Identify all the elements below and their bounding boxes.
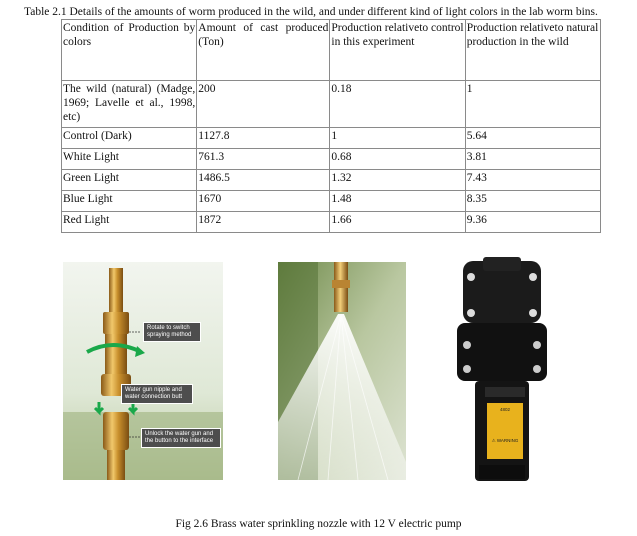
table-cell: 0.18 xyxy=(330,81,465,128)
pump-warning: ⚠ WARNING xyxy=(491,438,519,443)
table-row xyxy=(62,81,601,128)
table-cell: Green Light xyxy=(62,170,197,191)
figure-caption: Fig 2.6 Brass water sprinkling nozzle with 12 V electric pump xyxy=(175,518,462,530)
table-cell: 5.64 xyxy=(465,128,600,149)
table-row xyxy=(62,212,601,233)
table-cell: 9.36 xyxy=(465,212,600,233)
table-cell: The wild (natural) (Madge, 1969; Lavelle et al., 1998, etc) xyxy=(62,81,197,128)
table-cell: Blue Light xyxy=(62,191,197,212)
table-row xyxy=(62,149,601,170)
table-header-row xyxy=(62,20,601,81)
pump-label xyxy=(489,407,521,443)
pump-model: 4802 xyxy=(499,407,510,412)
table-cell: 1872 xyxy=(197,212,330,233)
electric-pump-photo xyxy=(455,257,549,482)
header-cell: Production relativeto natural production in the wild xyxy=(465,20,600,81)
table-cell: 1.48 xyxy=(330,191,465,212)
pump-illustration xyxy=(455,257,549,482)
table-cell: 3.81 xyxy=(465,149,600,170)
table-cell: 7.43 xyxy=(465,170,600,191)
table-cell: 1 xyxy=(465,81,600,128)
table-cell: 1670 xyxy=(197,191,330,212)
table-cell: 1.66 xyxy=(330,212,465,233)
table-row xyxy=(62,191,601,212)
table-cell: Red Light xyxy=(62,212,197,233)
table-cell: 1127.8 xyxy=(197,128,330,149)
spray-illustration xyxy=(278,262,406,480)
nozzle-instructions-photo xyxy=(63,262,223,480)
table-cell: 0.68 xyxy=(330,149,465,170)
header-cell: Condition of Production by colors xyxy=(62,20,197,81)
table-row xyxy=(62,128,601,149)
table-row xyxy=(62,170,601,191)
table-cell: Control (Dark) xyxy=(62,128,197,149)
header-cell: Amount of cast produced (Ton) xyxy=(197,20,330,81)
table-cell: 1.32 xyxy=(330,170,465,191)
table-cell: 8.35 xyxy=(465,191,600,212)
table-cell: 761.3 xyxy=(197,149,330,170)
table-cell: 200 xyxy=(197,81,330,128)
sprinkler-spray-photo xyxy=(278,262,406,480)
table-cell: 1486.5 xyxy=(197,170,330,191)
table-caption: Table 2.1 Details of the amounts of worm produced in the wild, and under different kind of light colors in the lab worm bins. xyxy=(24,6,598,18)
nipple-label: Water gun nipple and water connection butt xyxy=(121,384,193,404)
unlock-label: Unlock the water gun and the button to the interface xyxy=(141,428,221,448)
header-cell: Production relativeto control in this experiment xyxy=(330,20,465,81)
table-cell: White Light xyxy=(62,149,197,170)
table-cell: 1 xyxy=(330,128,465,149)
rotate-label: Rotate to switch spraying method xyxy=(143,322,201,342)
data-table xyxy=(61,19,601,233)
